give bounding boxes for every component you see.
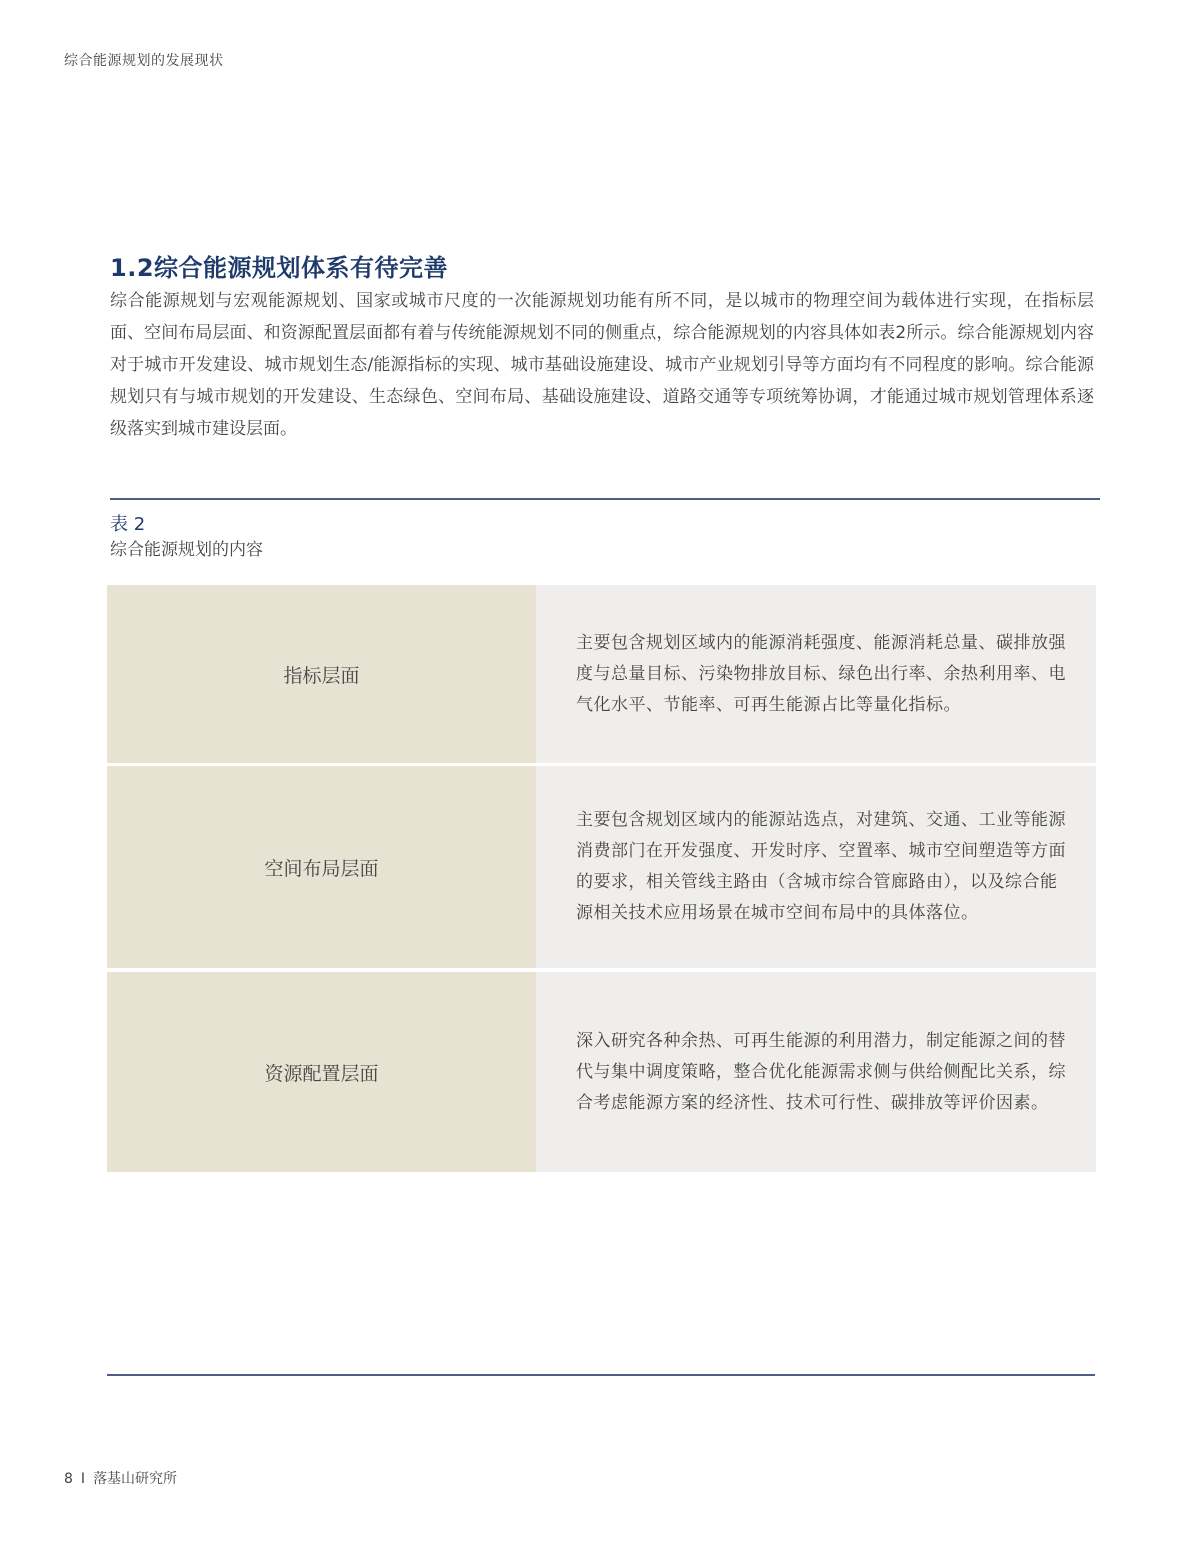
page-footer — [64, 1468, 177, 1488]
organization-name: 落基山研究所 — [93, 1471, 178, 1487]
table-row — [107, 968, 1096, 1172]
section-title: 1.2综合能源规划体系有待完善 — [110, 254, 449, 282]
content-text: 深入研究各种余热、可再生能源的利用潜力，制定能源之间的替代与集中调度策略，整合优化能源需求侧与供给侧配比关系，综合考虑能源方案的经济性、技术可行性、碳排放等评价因素。 — [576, 1030, 1066, 1113]
table-caption: 综合能源规划的内容 — [110, 540, 263, 560]
content-cell — [536, 972, 1096, 1172]
footer-separator: I — [80, 1471, 86, 1487]
level-cell: 指标层面 — [107, 585, 536, 763]
body-paragraph: 综合能源规划与宏观能源规划、国家或城市尺度的一次能源规划功能有所不同，是以城市的物理空间为载体进行实现，在指标层面、空间布局层面、和资源配置层面都有着与传统能源规划不同的侧重点，综合能源规划的内容具体如表2所示。综合能源规划内容对于城市开发建设、城市规划生态/能源指标的实现、城市基础设施建设、城市产业规划引导等方面均有不同程度的影响。综合能源规划只有与城市规划的开发建设、生态绿色、空间布局、基础设施建设、道路交通等专项统筹协调，才能通过城市规划管理体系逐级落实到城市建设层面。 — [110, 291, 1094, 439]
level-cell: 空间布局层面 — [107, 766, 536, 968]
table-row — [107, 585, 1096, 763]
content-cell — [536, 766, 1096, 968]
table-row — [107, 763, 1096, 968]
content-text: 主要包含规划区域内的能源站选点，对建筑、交通、工业等能源消费部门在开发强度、开发时序、空置率、城市空间塑造等方面的要求，相关管线主路由（含城市综合管廊路由），以及综合能源相关技术应用场景在城市空间布局中的具体落位。 — [576, 810, 1066, 923]
content-cell — [536, 585, 1096, 763]
page-number: 8 — [64, 1471, 73, 1487]
level-cell: 资源配置层面 — [107, 972, 536, 1172]
content-table — [107, 585, 1096, 1172]
top-divider — [110, 498, 1100, 500]
bottom-divider — [107, 1374, 1095, 1376]
content-text: 主要包含规划区域内的能源消耗强度、能源消耗总量、碳排放强度与总量目标、污染物排放目标、绿色出行率、余热利用率、电气化水平、节能率、可再生能源占比等量化指标。 — [576, 632, 1066, 715]
table-label: 表 2 — [110, 514, 146, 535]
running-header: 综合能源规划的发展现状 — [64, 53, 224, 69]
